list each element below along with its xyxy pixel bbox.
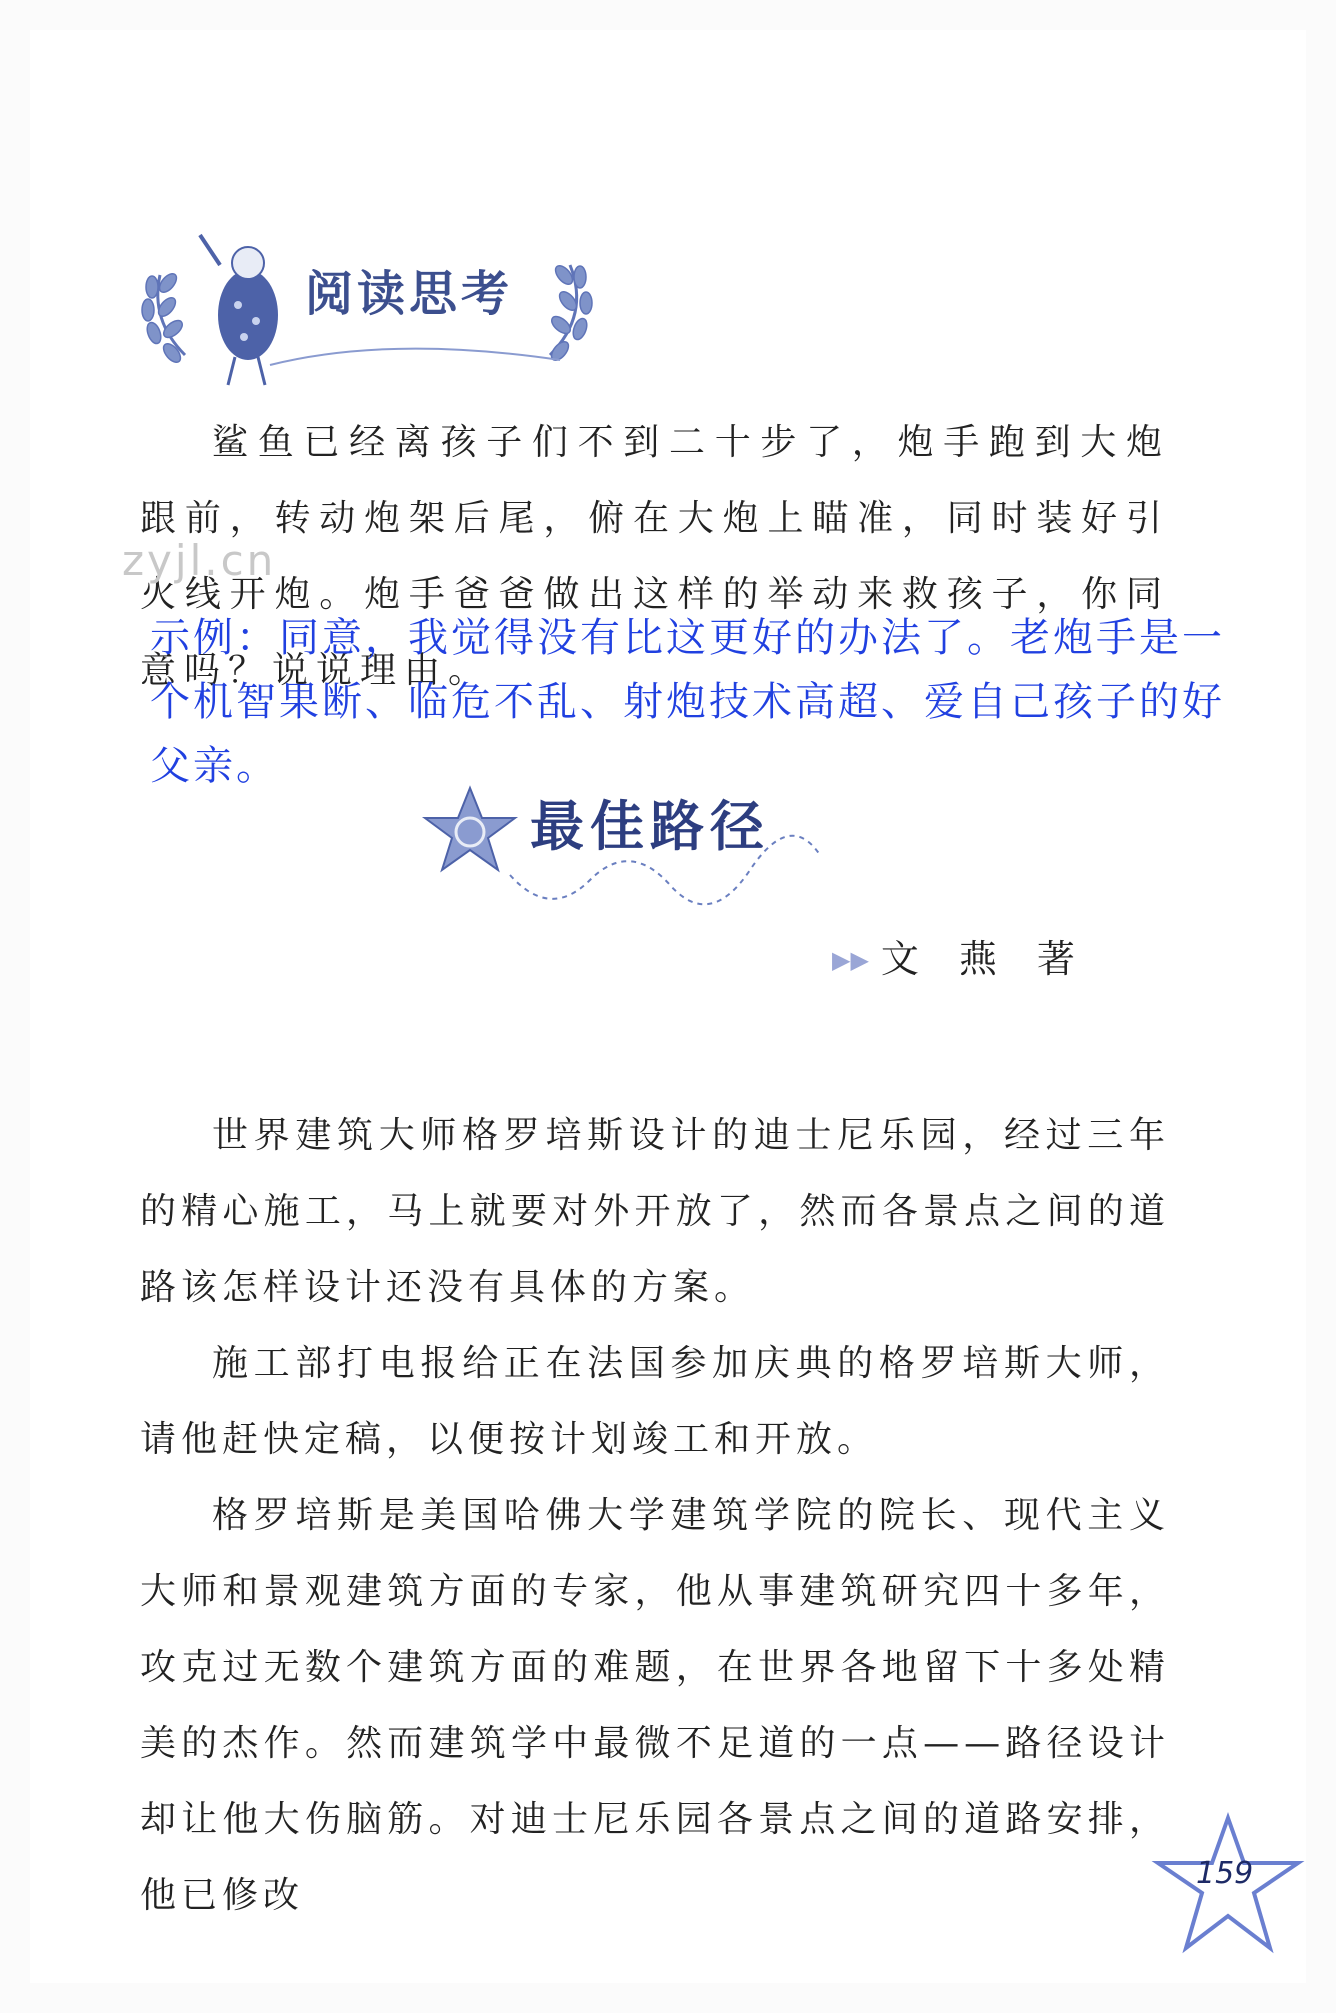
article-paragraph: 世界建筑大师格罗培斯设计的迪士尼乐园，经过三年的精心施工，马上就要对外开放了，然而各景点之间的道路该怎样设计还没有具体的方案。 <box>140 1115 1170 1308</box>
article-paragraph: 施工部打电报给正在法国参加庆典的格罗培斯大师，请他赶快定稿，以便按计划竣工和开放。 <box>140 1343 1170 1460</box>
reading-character-icon <box>200 235 278 385</box>
answer-text: 示例：同意，我觉得没有比这更好的办法了。老炮手是一个机智果断、临危不乱、射炮技术高超、爱自己孩子的好父亲。 <box>150 615 1225 789</box>
article-body <box>140 1098 1170 1934</box>
page-number: 159 <box>1196 1856 1254 1891</box>
article-heading <box>420 780 840 920</box>
watermark: zyjl.cn <box>122 536 277 585</box>
article-paragraph: 格罗培斯是美国哈佛大学建筑学院的院长、现代主义大师和景观建筑方面的专家，他从事建筑研究四十多年，攻克过无数个建筑方面的难题，在世界各地留下十多处精美的杰作。然而建筑学中最微不足道的一点——路径设计却让他大伤脑筋。对迪士尼乐园各景点之间的道路安排，他已修改 <box>140 1495 1170 1916</box>
author-arrow-icon: ▶▶ <box>832 946 869 974</box>
reading-heading <box>140 225 600 390</box>
reading-question: 鲨鱼已经离孩子们不到二十步了，炮手跑到大炮跟前，转动炮架后尾，俯在大炮上瞄准，同时装好引火线开炮。炮手爸爸做出这样的举动来救孩子，你同意吗？说说理由。 <box>140 422 1170 691</box>
article-author <box>832 928 1115 983</box>
article-title: 最佳路径 <box>530 795 770 858</box>
author-name: 文燕著 <box>880 937 1115 981</box>
reading-heading-title: 阅读思考 <box>305 266 514 322</box>
